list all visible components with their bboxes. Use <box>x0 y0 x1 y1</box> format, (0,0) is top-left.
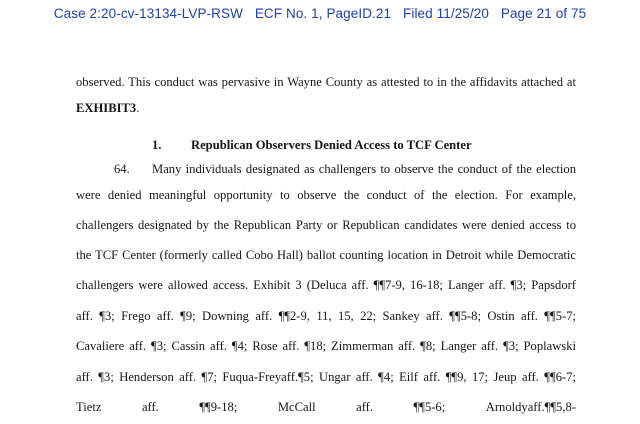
filed-date: Filed 11/25/20 <box>403 6 489 21</box>
paragraph-line: the TCF Center (formerly called Cobo Hall) ballot counting location in Detroit while Democratic <box>76 248 576 262</box>
section-heading-text: Republican Observers Denied Access to TCF Center <box>191 138 472 152</box>
section-heading <box>152 138 472 153</box>
last-line-word: aff. <box>356 400 374 414</box>
exhibit-line <box>76 101 576 116</box>
case-number: Case 2:20-cv-13134-LVP-RSW <box>53 6 243 21</box>
paragraph-line: challengers designated by the Republican Party or Republican candidates were denied access to <box>76 218 576 232</box>
paragraph-line: aff. ¶3; Henderson aff. ¶7; Fuqua-Freyaff.¶5; Ungar aff. ¶4; Eilf aff. ¶¶9, 17; Jeup aff. ¶¶6-7; <box>76 370 576 384</box>
last-line-word: Tietz <box>76 400 102 414</box>
body-line-1: observed. This conduct was pervasive in Wayne County as attested to in the affidavits attached at <box>76 75 576 89</box>
page-number: Page 21 of 75 <box>500 6 587 21</box>
paragraph-line: were denied meaningful opportunity to observe the conduct of the election. For example, <box>76 188 576 202</box>
last-line-word: Arnoldyaff.¶¶5,8- <box>485 400 576 414</box>
paragraph-first-line <box>114 162 576 177</box>
paragraph-number: 64. <box>114 162 130 176</box>
last-line-word: McCall <box>277 400 316 414</box>
section-heading-number: 1. <box>152 138 162 152</box>
ecf-pageid: ECF No. 1, PageID.21 <box>254 6 392 21</box>
paragraph-line: Cavaliere aff. ¶3; Cassin aff. ¶4; Rose aff. ¶18; Zimmerman aff. ¶8; Langer aff. ¶3; Poplawski <box>76 339 576 353</box>
paragraph-first-text: Many individuals designated as challengers to observe the conduct of the election <box>152 162 576 176</box>
ecf-filing-header <box>0 6 640 21</box>
paragraph-line: aff. ¶3; Frego aff. ¶9; Downing aff. ¶¶2-9, 11, 15, 22; Sankey aff. ¶¶5-8; Ostin aff. ¶¶5-7; <box>76 309 576 323</box>
paragraph-line: challengers were allowed access. Exhibit 3 (Deluca aff. ¶¶7-9, 16-18; Langer aff. ¶3; Papsdorf <box>76 278 576 292</box>
last-line-word: ¶¶5-6; <box>413 400 446 414</box>
exhibit-period: . <box>136 101 140 115</box>
paragraph-last-line <box>76 400 576 415</box>
last-line-word: ¶¶9-18; <box>199 400 238 414</box>
last-line-word: aff. <box>141 400 159 414</box>
exhibit-reference: EXHIBIT3 <box>76 101 137 115</box>
